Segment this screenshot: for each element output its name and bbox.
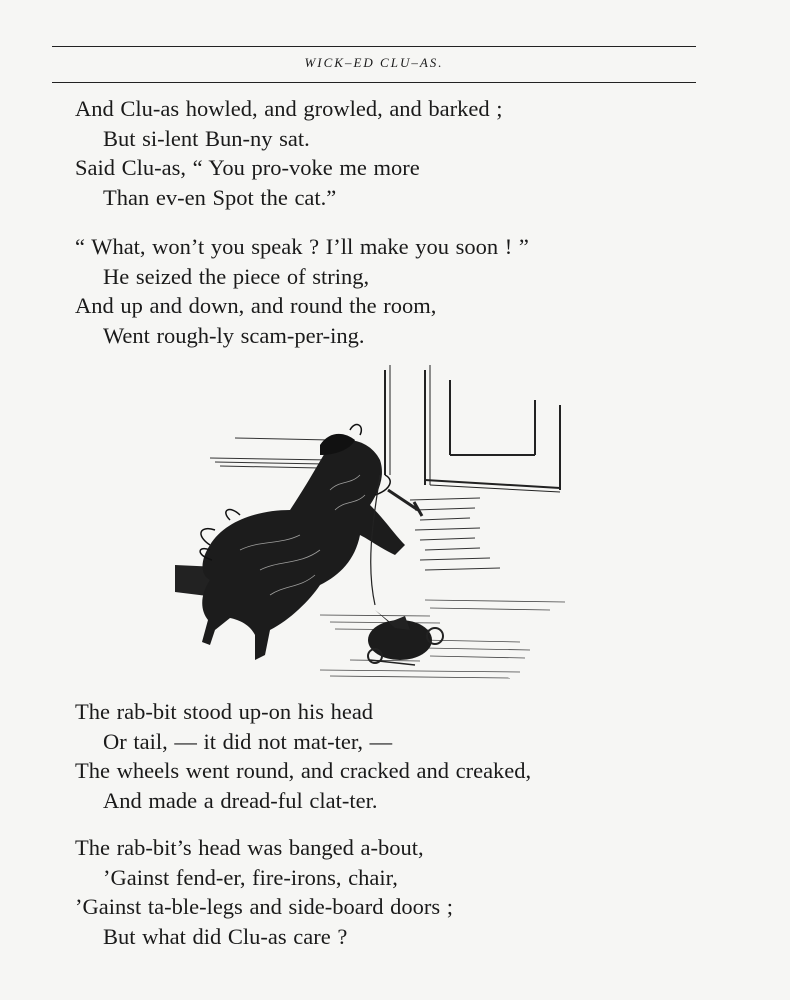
verse-line: Went rough-ly scam-per-ing. (103, 322, 365, 348)
verse-line: “ What, won’t you speak ? I’ll make you soon ! ” (75, 234, 529, 259)
verse-line: Said Clu-as, “ You pro-voke me more (75, 155, 420, 180)
verse-line: And made a dread-ful clat-ter. (103, 787, 378, 813)
verse-line: But si-lent Bun-ny sat. (103, 125, 310, 151)
verse-line: Or tail, — it did not mat-ter, — (103, 728, 393, 754)
verse-line: But what did Clu-as care ? (103, 923, 348, 949)
verse-line: The wheels went round, and cracked and creaked, (75, 758, 532, 783)
dog-illustration (170, 360, 570, 695)
running-header: WICK–ED CLU–AS. (304, 55, 444, 70)
verse-line: And up and down, and round the room, (75, 293, 437, 318)
toy-rabbit-cart (368, 610, 443, 665)
verse-line: ’Gainst ta-ble-legs and side-board doors ; (75, 894, 454, 919)
stanza-2 (75, 232, 529, 350)
verse-line: The rab-bit stood up-on his head (75, 699, 374, 724)
verse-line: ’Gainst fend-er, fire-irons, chair, (103, 864, 398, 890)
verse-line: The rab-bit’s head was banged a-bout, (75, 835, 424, 860)
verse-line: He seized the piece of string, (103, 263, 370, 289)
header-rule-bottom (52, 82, 696, 83)
stanza-3 (75, 697, 531, 815)
window-frame (385, 365, 560, 492)
stick-in-mouth (388, 490, 422, 516)
verse-line: Than ev-en Spot the cat.” (103, 184, 337, 210)
stanza-1 (75, 94, 503, 212)
header-rule-top (52, 46, 696, 47)
stanza-4 (75, 833, 453, 951)
verse-line: And Clu-as howled, and growled, and barked ; (75, 96, 503, 121)
